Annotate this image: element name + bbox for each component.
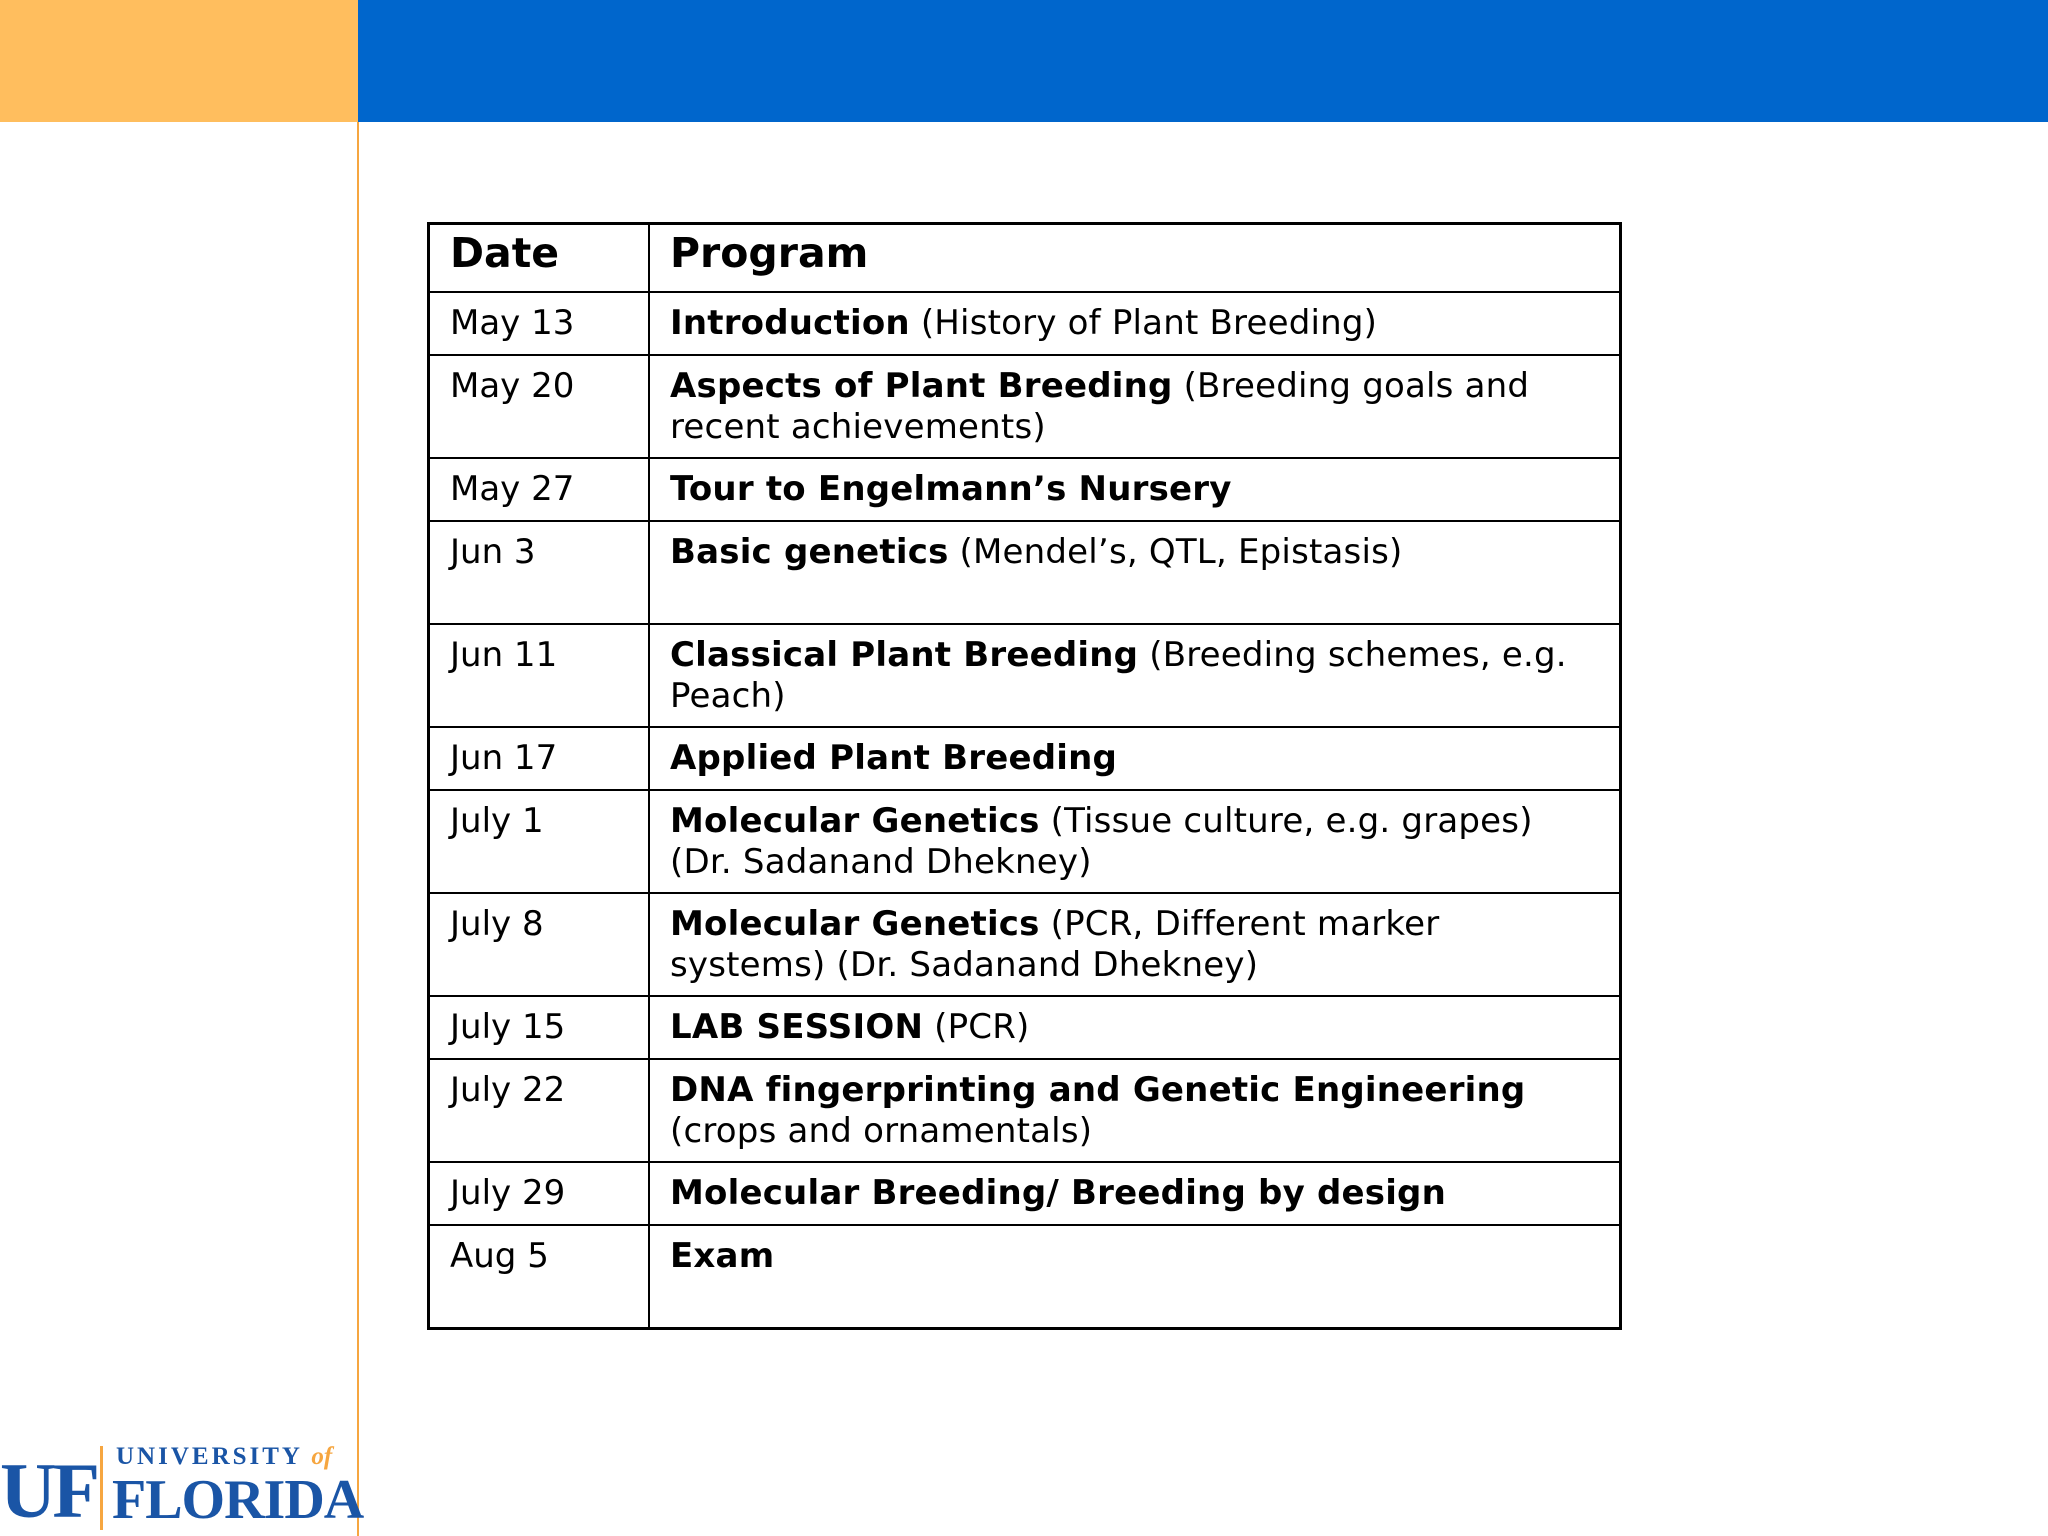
program-cell (649, 458, 1621, 521)
date-cell: Aug 5 (429, 1225, 650, 1329)
table-row (429, 790, 1621, 893)
table-row (429, 292, 1621, 355)
program-title: Molecular Genetics (670, 904, 1040, 944)
program-detail: (Breeding schemes, e.g. Peach) (670, 635, 1567, 716)
table-header-row (429, 224, 1621, 293)
table-row (429, 458, 1621, 521)
program-detail: (Mendel’s, QTL, Epistasis) (948, 532, 1403, 572)
table-row (429, 355, 1621, 458)
logo-university-word: UNIVERSITY (116, 1443, 303, 1470)
date-cell: July 15 (429, 996, 650, 1059)
program-title: Molecular Breeding/ Breeding by design (670, 1173, 1447, 1213)
program-cell (649, 996, 1621, 1059)
program-title: Tour to Engelmann’s Nursery (670, 469, 1232, 509)
program-cell (649, 292, 1621, 355)
date-cell: May 13 (429, 292, 650, 355)
university-of-florida-logo (0, 1440, 364, 1536)
program-cell (649, 624, 1621, 727)
column-header-program: Program (649, 224, 1621, 293)
date-cell: May 27 (429, 458, 650, 521)
program-cell (649, 1225, 1621, 1329)
logo-divider (100, 1446, 103, 1530)
header-accent-block (0, 0, 358, 122)
date-cell: Jun 11 (429, 624, 650, 727)
program-detail: (PCR) (923, 1007, 1030, 1047)
table-row (429, 996, 1621, 1059)
date-cell: Jun 17 (429, 727, 650, 790)
table-row (429, 521, 1621, 624)
program-title: Basic genetics (670, 532, 949, 572)
program-title: Aspects of Plant Breeding (670, 366, 1173, 406)
program-title: DNA fingerprinting and Genetic Engineering (670, 1070, 1526, 1110)
logo-of-word: of (311, 1443, 333, 1470)
program-cell (649, 790, 1621, 893)
program-cell (649, 1059, 1621, 1162)
table-row (429, 1225, 1621, 1329)
program-title: LAB SESSION (670, 1007, 924, 1047)
table-row (429, 727, 1621, 790)
logo-florida-text: FLORIDA (112, 1469, 364, 1531)
program-detail: (Breeding goals and recent achievements) (670, 366, 1530, 447)
left-divider-line (357, 122, 359, 1536)
table-row (429, 1162, 1621, 1225)
date-cell: May 20 (429, 355, 650, 458)
header-bar (358, 0, 2048, 122)
program-detail: (Tissue culture, e.g. grapes) (Dr. Sadanand Dhekney) (670, 801, 1533, 882)
date-cell: July 8 (429, 893, 650, 996)
program-detail: (History of Plant Breeding) (909, 303, 1378, 343)
program-title: Introduction (670, 303, 910, 343)
date-cell: July 29 (429, 1162, 650, 1225)
program-cell (649, 1162, 1621, 1225)
program-cell (649, 893, 1621, 996)
table-row (429, 624, 1621, 727)
date-cell: Jun 3 (429, 521, 650, 624)
logo-uf-mark: UF (0, 1447, 96, 1534)
program-cell (649, 355, 1621, 458)
program-title: Classical Plant Breeding (670, 635, 1139, 675)
program-detail: (PCR, Different marker systems) (Dr. Sadanand Dhekney) (670, 904, 1440, 985)
program-title: Exam (670, 1236, 775, 1276)
table-row (429, 893, 1621, 996)
program-cell (649, 521, 1621, 624)
logo-university-text (116, 1442, 332, 1472)
schedule-table (427, 222, 1622, 1330)
date-cell: July 22 (429, 1059, 650, 1162)
program-cell (649, 727, 1621, 790)
date-cell: July 1 (429, 790, 650, 893)
program-title: Molecular Genetics (670, 801, 1040, 841)
column-header-date: Date (429, 224, 650, 293)
program-title: Applied Plant Breeding (670, 738, 1118, 778)
table-row (429, 1059, 1621, 1162)
program-detail: (crops and ornamentals) (670, 1111, 1093, 1151)
